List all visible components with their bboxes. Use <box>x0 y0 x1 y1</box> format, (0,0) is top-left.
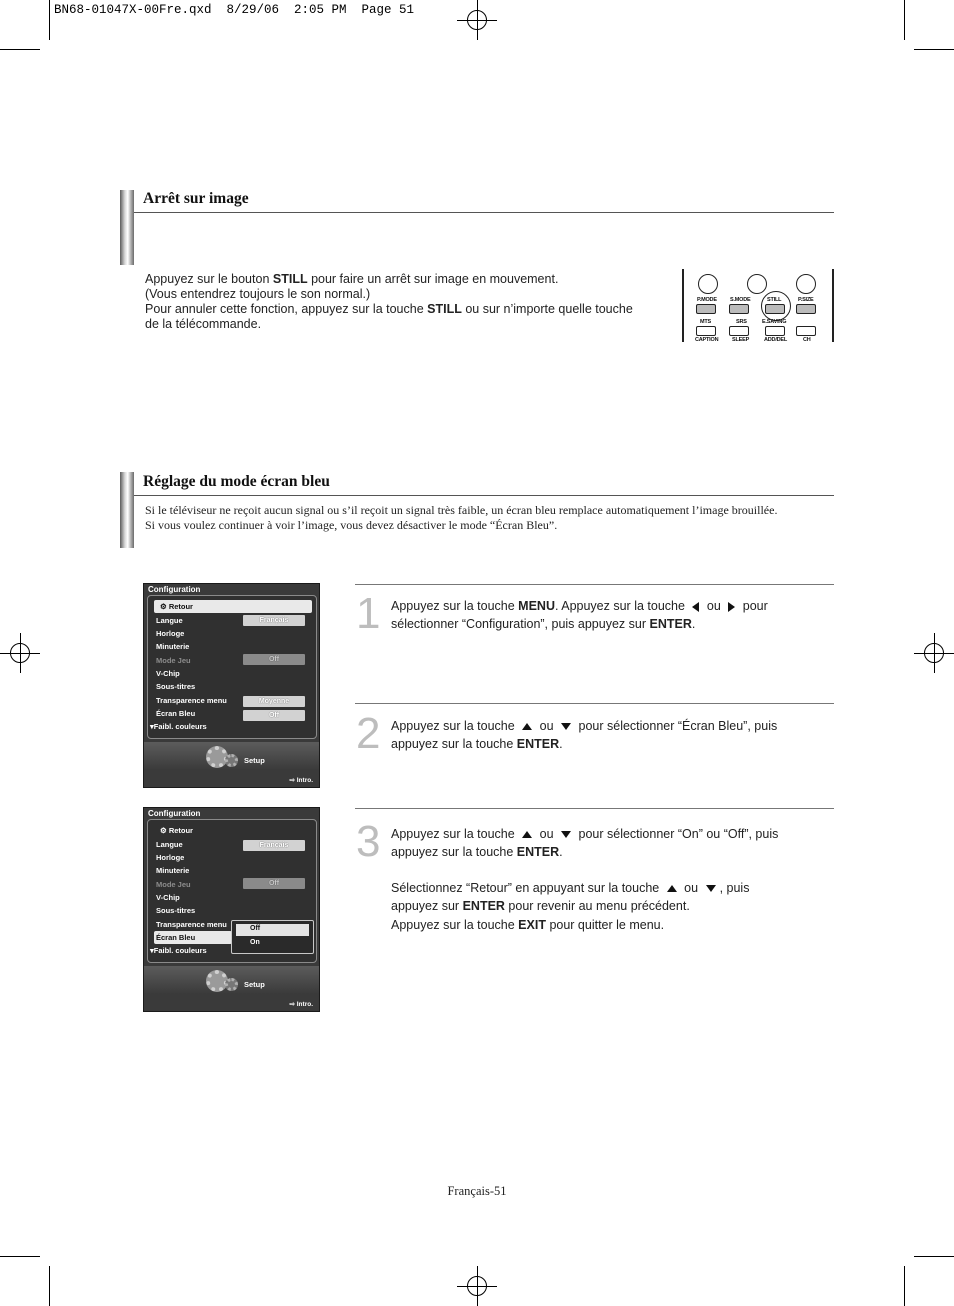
file-slug: BN68-01047X-00Fre.qxd 8/29/06 2:05 PM Page 51 <box>54 3 415 17</box>
psize-button <box>796 304 816 314</box>
still-line-3: Pour annuler cette fonction, appuyez sur la touche STILL ou sur n’importe quelle touche <box>145 302 633 316</box>
left-arrow-icon <box>692 602 699 612</box>
section-bar <box>120 472 134 548</box>
still-line-2: (Vous entendrez toujours le son normal.) <box>145 287 371 301</box>
up-arrow-icon <box>522 831 532 838</box>
blue-screen-description: Si le téléviseur ne reçoit aucun signal ou s’il reçoit un signal très faible, un écran bleu remplace automatiquement l’image brouillée. Si vous voulez continuer à voir l’image, vous devez désactiver le mode “Écran Bleu”. <box>145 503 778 532</box>
gear-icon <box>225 978 238 991</box>
option-on: On <box>250 939 260 946</box>
remote-illustration: P.MODE S.MODE STILL P.SIZE MTS SRS E.SAVING CAPTION SLEEP ADD/DEL CH <box>679 269 837 342</box>
still-line-1: Appuyez sur le bouton STILL pour faire un arrêt sur image en mouvement. <box>145 272 559 286</box>
section-title: Réglage du mode écran bleu <box>143 473 330 490</box>
option-off: Off <box>250 925 261 932</box>
mts-button <box>696 326 716 336</box>
osd-item-retour: ⚙ Retour <box>160 826 193 835</box>
still-line-4: de la télécommande. <box>145 317 262 331</box>
smode-button <box>729 304 749 314</box>
ch-up-button <box>796 326 816 336</box>
step-number: 1 <box>356 589 381 638</box>
section-bar <box>120 190 134 265</box>
enter-icon: ⇨ <box>289 1001 295 1008</box>
right-arrow-icon <box>728 602 735 612</box>
osd-item-retour: ⚙ Retour <box>160 602 193 611</box>
gear-icon <box>225 754 238 767</box>
up-arrow-icon <box>667 885 677 892</box>
page-number: Français-51 <box>447 1184 507 1198</box>
osd-menu-step3: Configuration ⚙ Retour Langue Français Horloge Minuterie Mode Jeu Off V-Chip Sous-titres Transparence menu Écran Bleu ▾Faibl. couleurs Off On Setup ⇨ Intro. <box>143 807 320 1012</box>
up-arrow-icon <box>522 723 532 730</box>
section-rule <box>134 212 834 213</box>
down-arrow-icon <box>561 831 571 838</box>
down-arrow-icon <box>561 723 571 730</box>
step-number: 3 <box>356 817 381 866</box>
down-arrow-icon <box>706 885 716 892</box>
osd-menu-step1: Configuration ⚙ Retour Langue Français Horloge Minuterie Mode Jeu Off V-Chip Sous-titres Transparence menu Moyenne Écran Bleu Off ▾Faibl. couleurs Setup ⇨ Intro. <box>143 583 320 788</box>
section-rule <box>134 495 834 496</box>
section-title: Arrêt sur image <box>143 190 249 207</box>
esaving-button <box>765 326 785 336</box>
still-description <box>145 272 665 332</box>
still-button <box>765 304 785 314</box>
pmode-button <box>696 304 716 314</box>
enter-icon: ⇨ <box>289 777 295 784</box>
step-number: 2 <box>356 709 381 758</box>
srs-button <box>729 326 749 336</box>
osd-option-popup <box>231 920 314 954</box>
